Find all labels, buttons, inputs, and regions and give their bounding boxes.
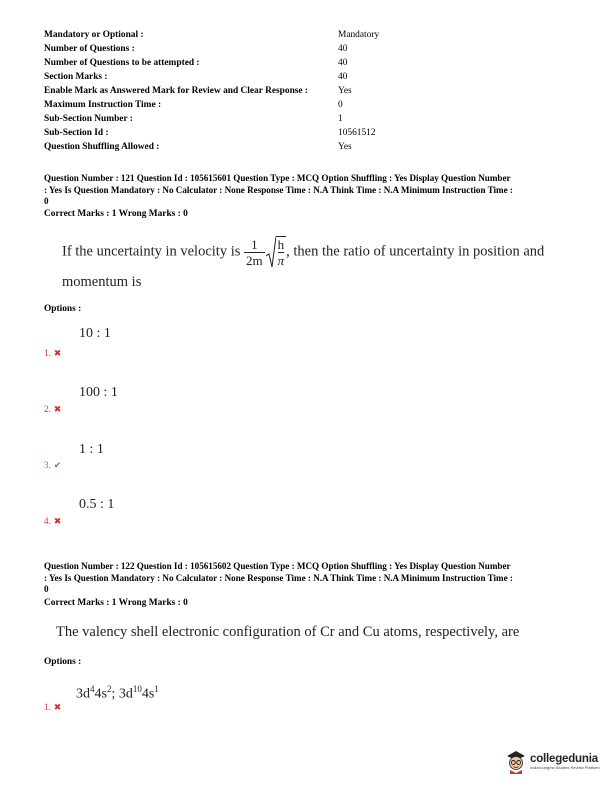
fraction-numerator: 1 <box>244 237 265 253</box>
info-row <box>44 98 379 112</box>
option-index: 1. <box>44 702 51 712</box>
superscript: 10 <box>132 684 142 694</box>
fraction <box>244 237 265 268</box>
question-header-line: Question Number : 122 Question Id : 105615602 Question Type : MCQ Option Shuffling : Yes Display Question Number <box>44 561 511 571</box>
option-index: 4. <box>44 516 51 526</box>
question-marks: Correct Marks : 1 Wrong Marks : 0 <box>44 598 188 608</box>
info-row <box>44 126 379 140</box>
option-index: 2. <box>44 404 51 414</box>
info-key: Maximum Instruction Time : <box>44 100 162 110</box>
superscript: 2 <box>106 684 112 694</box>
option-text <box>76 684 159 703</box>
logo-name: collegedunia <box>530 752 598 765</box>
question-header-line: 0 <box>44 584 49 595</box>
radicand-denominator: π <box>277 253 285 268</box>
info-value: Yes <box>338 142 352 152</box>
info-key: Number of Questions to be attempted : <box>44 58 200 68</box>
question-stem: The valency shell electronic configuration of Cr and Cu atoms, respectively, are <box>56 624 520 640</box>
question-header-line: 0 <box>44 196 49 207</box>
option-index: 3. <box>44 460 51 470</box>
info-key: Number of Questions : <box>44 44 135 54</box>
cross-icon: ✖ <box>53 701 62 712</box>
config-term: 3d <box>118 686 133 702</box>
cross-icon: ✖ <box>53 347 62 358</box>
option-text: 0.5 : 1 <box>79 497 115 512</box>
info-row <box>44 70 379 84</box>
info-row <box>44 28 379 42</box>
section-info <box>44 28 379 154</box>
info-row <box>44 140 379 154</box>
options-label: Options : <box>44 304 82 314</box>
question-header-line: Question Number : 121 Question Id : 105615601 Question Type : MCQ Option Shuffling : Yes Display Question Number <box>44 173 511 183</box>
superscript: 4 <box>90 684 95 694</box>
option-text: 1 : 1 <box>79 442 104 457</box>
info-key: Sub-Section Number : <box>44 114 133 124</box>
option-number <box>44 348 61 358</box>
config-term: 3d <box>76 686 90 702</box>
stem-text: If the uncertainty in velocity is <box>62 243 241 260</box>
cross-icon: ✖ <box>53 515 62 526</box>
superscript: 1 <box>154 684 159 694</box>
info-value: Mandatory <box>338 30 380 40</box>
info-row <box>44 84 379 98</box>
stem-text: , then the ratio of uncertainty in position and <box>286 243 545 260</box>
info-key: Section Marks : <box>44 72 108 82</box>
config-term: 4s <box>94 686 107 702</box>
info-key: Mandatory or Optional : <box>44 30 144 40</box>
info-value: 1 <box>338 114 343 124</box>
info-value: 40 <box>338 44 348 54</box>
option-number <box>44 516 61 526</box>
question-marks: Correct Marks : 1 Wrong Marks : 0 <box>44 209 188 219</box>
info-value: 10561512 <box>338 128 376 138</box>
question-stem <box>62 236 544 268</box>
option-text: 100 : 1 <box>79 385 118 400</box>
question-stem-line: momentum is <box>62 274 142 290</box>
info-value: 40 <box>338 72 348 82</box>
cross-icon: ✖ <box>53 403 62 414</box>
logo-tagline: India's largest Student Review Platform <box>530 764 600 770</box>
info-row <box>44 112 379 126</box>
info-value: Yes <box>338 86 352 96</box>
option-number <box>44 460 61 470</box>
option-number <box>44 404 61 414</box>
info-key: Question Shuffling Allowed : <box>44 142 160 152</box>
question-header <box>44 561 578 596</box>
info-row <box>44 56 379 70</box>
info-key: Sub-Section Id : <box>44 128 109 138</box>
radicand-numerator: h <box>277 237 285 252</box>
check-icon: ✔ <box>53 459 62 470</box>
square-root <box>266 236 287 268</box>
question-header <box>44 173 578 208</box>
info-row <box>44 42 379 56</box>
logo-text <box>530 753 600 770</box>
options-label: Options : <box>44 657 82 667</box>
radical-sign-icon <box>266 236 276 268</box>
option-text: 10 : 1 <box>79 326 111 341</box>
fraction-denominator: 2m <box>246 252 263 268</box>
option-number <box>44 702 61 712</box>
option-index: 1. <box>44 348 51 358</box>
info-key: Enable Mark as Answered Mark for Review and Clear Response : <box>44 86 309 96</box>
info-value: 40 <box>338 58 348 68</box>
collegedunia-logo <box>505 748 600 774</box>
question-header-line: : Yes Is Question Mandatory : No Calculator : None Response Time : N.A Think Time : N.A Minimum Instruction Time : <box>44 572 513 583</box>
config-term: 4s <box>141 686 155 702</box>
question-header-line: : Yes Is Question Mandatory : No Calculator : None Response Time : N.A Think Time : N.A Minimum Instruction Time : <box>44 184 513 195</box>
info-value: 0 <box>338 100 343 110</box>
radicand <box>276 236 287 268</box>
mascot-icon <box>505 748 527 774</box>
separator: ; <box>111 686 119 702</box>
